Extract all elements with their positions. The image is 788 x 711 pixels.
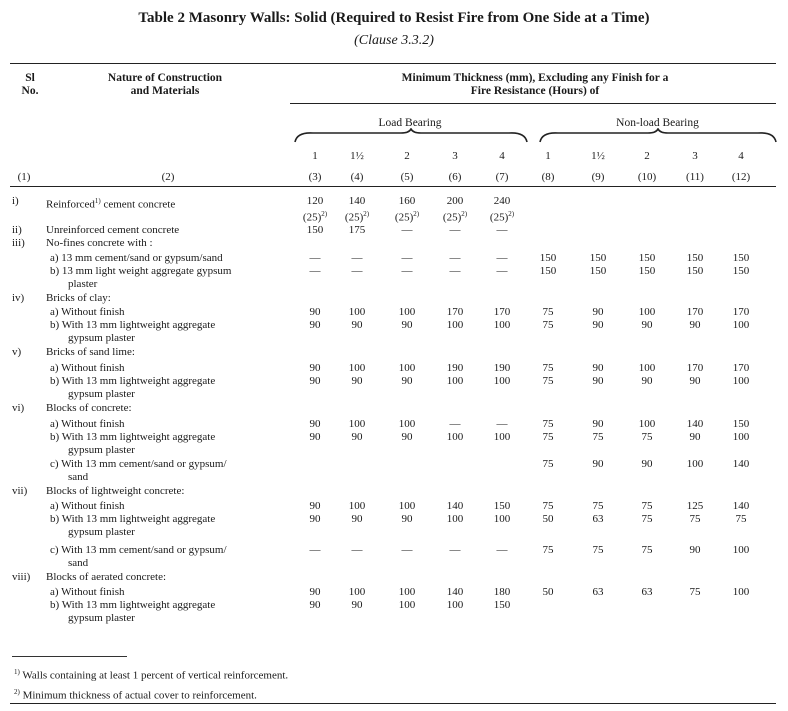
table-cell: $(25)^{2)}$	[394, 210, 420, 224]
table-cell: 75	[542, 362, 554, 374]
table-cell: 100	[638, 306, 656, 318]
column-number-cell: (11)	[686, 171, 704, 183]
column-number-cell: (1)	[17, 171, 31, 183]
table-cell: 180	[493, 586, 511, 598]
table-cell: —	[401, 265, 413, 277]
table-cell: 100	[686, 458, 704, 470]
column-number-cell: (5)	[400, 171, 414, 183]
row-label: Blocks of aerated concrete:	[46, 571, 167, 583]
table-cell: 125	[686, 500, 704, 512]
table-cell: 90	[592, 319, 604, 331]
table-cell: $(25)^{2)}$	[442, 210, 468, 224]
table-cell: 75	[641, 544, 653, 556]
table-title: Table 2 Masonry Walls: Solid (Required to Resist Fire from One Side at a Time)	[138, 10, 650, 26]
row-label: gypsum plaster	[68, 444, 135, 456]
column-number-cell: (8)	[541, 171, 555, 183]
table-cell: 100	[446, 513, 464, 525]
row-label: Unreinforced cement concrete	[46, 224, 180, 236]
row-label: b) With 13 mm lightweight aggregate	[50, 513, 216, 525]
row-label: sand	[68, 471, 89, 483]
table-cell: 170	[686, 306, 704, 318]
row-label: b) With 13 mm lightweight aggregate	[50, 375, 216, 387]
table-cell: —	[496, 224, 508, 236]
table-cell: 90	[351, 513, 363, 525]
table-cell: 90	[592, 306, 604, 318]
row-label: gypsum plaster	[68, 526, 135, 538]
table-cell: —	[449, 265, 461, 277]
hours-header-cell: 2	[404, 150, 410, 162]
header-sub-rule	[290, 103, 776, 104]
table-cell: 150	[589, 265, 607, 277]
row-numeral: i)	[12, 195, 19, 207]
table-cell: 140	[446, 586, 464, 598]
table-cell: 100	[398, 306, 416, 318]
table-cell: 100	[398, 599, 416, 611]
table-cell: 100	[348, 500, 366, 512]
table-subtitle: (Clause 3.3.2)	[354, 33, 434, 48]
table-cell: 90	[689, 431, 701, 443]
table-cell: 63	[641, 586, 653, 598]
table-cell: 75	[542, 431, 554, 443]
table-cell: 150	[638, 265, 656, 277]
table-cell: —	[496, 265, 508, 277]
table-cell: 100	[446, 319, 464, 331]
table-cell: 75	[542, 306, 554, 318]
column-number-cell: (7)	[495, 171, 509, 183]
table-cell: 75	[592, 544, 604, 556]
row-label: plaster	[68, 278, 98, 290]
table-cell: 75	[641, 431, 653, 443]
table-cell: 75	[542, 375, 554, 387]
table-cell: 100	[398, 586, 416, 598]
table-cell: —	[309, 252, 321, 264]
table-cell: 150	[306, 224, 324, 236]
table-cell: 90	[309, 513, 321, 525]
table-cell: —	[401, 252, 413, 264]
table-cell: 75	[689, 513, 701, 525]
hours-header-cell: 1	[312, 150, 318, 162]
table-cell: 160	[398, 195, 416, 207]
header-sl-no: Sl No.	[21, 72, 39, 97]
table-cell: 100	[446, 431, 464, 443]
table-cell: 90	[309, 418, 321, 430]
table-cell: 190	[446, 362, 464, 374]
table-cell: 100	[348, 586, 366, 598]
hours-header-cell: 2	[644, 150, 650, 162]
row-label: sand	[68, 557, 89, 569]
row-label: gypsum plaster	[68, 612, 135, 624]
table-cell: 100	[638, 362, 656, 374]
row-numeral: vii)	[12, 485, 28, 497]
column-number-cell: (2)	[161, 171, 175, 183]
table-cell: 50	[542, 513, 554, 525]
row-numeral: viii)	[12, 571, 31, 583]
table-cell: 90	[351, 375, 363, 387]
table-cell: 140	[686, 418, 704, 430]
table-cell: 63	[592, 513, 604, 525]
table-cell: 100	[732, 375, 750, 387]
table-cell: 90	[351, 319, 363, 331]
hours-header-cell: 1½	[591, 150, 605, 162]
table-cell: 170	[686, 362, 704, 374]
row-numeral: iv)	[12, 292, 25, 304]
table-cell: 150	[539, 252, 557, 264]
table-cell: 100	[732, 544, 750, 556]
table-cell: —	[309, 265, 321, 277]
table-cell: —	[351, 544, 363, 556]
table-cell: 240	[493, 195, 511, 207]
table-cell: —	[496, 418, 508, 430]
table-cell: —	[351, 252, 363, 264]
table-cell: 90	[689, 544, 701, 556]
column-number-cell: (12)	[731, 171, 751, 183]
table-cell: $(25)^{2)}$	[489, 210, 515, 224]
table-cell: $(25)^{2)}$	[302, 210, 328, 224]
row-label: Reinforced$^{1)}$ cement concrete	[46, 197, 176, 211]
table-cell: —	[309, 544, 321, 556]
table-cell: 150	[732, 265, 750, 277]
table-cell: 75	[542, 319, 554, 331]
column-number-cell: (4)	[350, 171, 364, 183]
table-cell: —	[496, 252, 508, 264]
row-label: gypsum plaster	[68, 388, 135, 400]
row-label: gypsum plaster	[68, 332, 135, 344]
table-cell: 100	[398, 362, 416, 374]
table-cell: 140	[446, 500, 464, 512]
table-cell: 100	[446, 375, 464, 387]
table-cell: 170	[446, 306, 464, 318]
table-cell: 90	[309, 306, 321, 318]
table-cell: 100	[398, 500, 416, 512]
table-cell: 90	[309, 319, 321, 331]
table-cell: 75	[592, 500, 604, 512]
table-cell: 75	[542, 418, 554, 430]
row-numeral: iii)	[12, 237, 25, 249]
table-cell: 140	[348, 195, 366, 207]
top-rule	[10, 63, 776, 64]
row-label: b) 13 mm light weight aggregate gypsum	[50, 265, 232, 277]
table-cell: 90	[689, 319, 701, 331]
table-cell: 90	[309, 599, 321, 611]
table-cell: 90	[309, 375, 321, 387]
table-cell: 100	[638, 418, 656, 430]
hours-header-cell: 4	[738, 150, 744, 162]
table-cell: 90	[592, 418, 604, 430]
hours-header-cell: 4	[499, 150, 505, 162]
table-cell: 150	[732, 252, 750, 264]
table-cell: 90	[641, 319, 653, 331]
table-cell: 150	[732, 418, 750, 430]
table-cell: 75	[641, 513, 653, 525]
row-label: Bricks of clay:	[46, 292, 111, 304]
table-cell: 100	[493, 319, 511, 331]
row-label: No-fines concrete with :	[46, 237, 153, 249]
table-cell: 150	[539, 265, 557, 277]
table-cell: 90	[592, 375, 604, 387]
table-cell: 100	[732, 586, 750, 598]
row-label: a) 13 mm cement/sand or gypsum/sand	[50, 252, 223, 264]
column-number-cell: (6)	[448, 171, 462, 183]
non-load-bearing-brace	[538, 128, 778, 144]
table-cell: 90	[401, 513, 413, 525]
table-cell: 90	[641, 458, 653, 470]
table-cell: 90	[309, 586, 321, 598]
header-non-load-bearing: Non-load Bearing	[616, 117, 699, 129]
table-cell: 75	[735, 513, 747, 525]
row-label: Blocks of lightweight concrete:	[46, 485, 185, 497]
row-numeral: vi)	[12, 402, 25, 414]
table-cell: 90	[401, 431, 413, 443]
row-label: Blocks of concrete:	[46, 402, 132, 414]
table-cell: 50	[542, 586, 554, 598]
table-cell: 90	[592, 362, 604, 374]
footnote-2: $^{2)}$ Minimum thickness of actual cover to reinforcement.	[14, 688, 257, 702]
table-cell: 170	[732, 306, 750, 318]
header-min-thickness: Minimum Thickness (mm), Excluding any Finish for a Fire Resistance (Hours) of	[401, 72, 669, 97]
table-cell: 140	[732, 500, 750, 512]
table-cell: —	[449, 418, 461, 430]
row-numeral: v)	[12, 346, 22, 358]
row-label: b) With 13 mm lightweight aggregate	[50, 319, 216, 331]
table-cell: 100	[732, 319, 750, 331]
table-cell: 90	[309, 431, 321, 443]
hours-header-cell: 1	[545, 150, 551, 162]
table-cell: —	[496, 544, 508, 556]
table-cell: 100	[348, 306, 366, 318]
row-label: a) Without finish	[50, 586, 125, 598]
table-cell: $(25)^{2)}$	[344, 210, 370, 224]
table-cell: 150	[686, 252, 704, 264]
table-cell: 100	[348, 362, 366, 374]
table-cell: 140	[732, 458, 750, 470]
table-cell: 150	[493, 500, 511, 512]
footnote-rule	[12, 656, 127, 657]
table-cell: 63	[592, 586, 604, 598]
column-number-cell: (9)	[591, 171, 605, 183]
row-label: a) Without finish	[50, 500, 125, 512]
table-cell: 100	[348, 418, 366, 430]
row-numeral: ii)	[12, 224, 22, 236]
table-cell: —	[449, 224, 461, 236]
hours-header-cell: 1½	[350, 150, 364, 162]
table-cell: 90	[309, 362, 321, 374]
table-cell: 100	[493, 513, 511, 525]
table-cell: 75	[689, 586, 701, 598]
header-bottom-rule	[10, 186, 776, 187]
table-cell: 100	[493, 375, 511, 387]
row-label: a) Without finish	[50, 418, 125, 430]
table-cell: 175	[348, 224, 366, 236]
table-cell: —	[351, 265, 363, 277]
table-cell: 120	[306, 195, 324, 207]
table-cell: 75	[542, 544, 554, 556]
table-cell: 90	[309, 500, 321, 512]
row-label: b) With 13 mm lightweight aggregate	[50, 431, 216, 443]
hours-header-cell: 3	[452, 150, 458, 162]
table-cell: 75	[641, 500, 653, 512]
footnote-1: $^{1)}$ Walls containing at least 1 percent of vertical reinforcement.	[14, 668, 289, 682]
table-cell: 90	[401, 319, 413, 331]
header-load-bearing: Load Bearing	[378, 117, 442, 129]
table-cell: 150	[686, 265, 704, 277]
table-cell: 75	[542, 458, 554, 470]
row-label: c) With 13 mm cement/sand or gypsum/	[50, 544, 227, 556]
table-cell: 100	[398, 418, 416, 430]
table-cell: 100	[446, 599, 464, 611]
table-cell: 90	[401, 375, 413, 387]
row-label: a) Without finish	[50, 306, 125, 318]
table-cell: 100	[493, 431, 511, 443]
row-label: a) Without finish	[50, 362, 125, 374]
header-nature: Nature of Construction and Materials	[107, 72, 223, 97]
hours-header-cell: 3	[692, 150, 698, 162]
column-number-cell: (3)	[308, 171, 322, 183]
table-cell: 150	[493, 599, 511, 611]
table-cell: —	[449, 544, 461, 556]
table-cell: 170	[493, 306, 511, 318]
row-label: c) With 13 mm cement/sand or gypsum/	[50, 458, 227, 470]
table-cell: 90	[689, 375, 701, 387]
table-cell: 75	[592, 431, 604, 443]
table-cell: 150	[589, 252, 607, 264]
bottom-rule	[10, 703, 776, 704]
load-bearing-brace	[293, 128, 529, 144]
table-cell: 90	[641, 375, 653, 387]
table-cell: 90	[351, 431, 363, 443]
table-cell: 90	[592, 458, 604, 470]
table-cell: 170	[732, 362, 750, 374]
row-label: Bricks of sand lime:	[46, 346, 135, 358]
column-number-cell: (10)	[637, 171, 657, 183]
table-cell: 200	[446, 195, 464, 207]
table-cell: 150	[638, 252, 656, 264]
table-cell: —	[449, 252, 461, 264]
table-cell: —	[401, 544, 413, 556]
table-cell: 75	[542, 500, 554, 512]
row-label: b) With 13 mm lightweight aggregate	[50, 599, 216, 611]
table-cell: —	[401, 224, 413, 236]
table-cell: 190	[493, 362, 511, 374]
table-cell: 90	[351, 599, 363, 611]
table-cell: 100	[732, 431, 750, 443]
